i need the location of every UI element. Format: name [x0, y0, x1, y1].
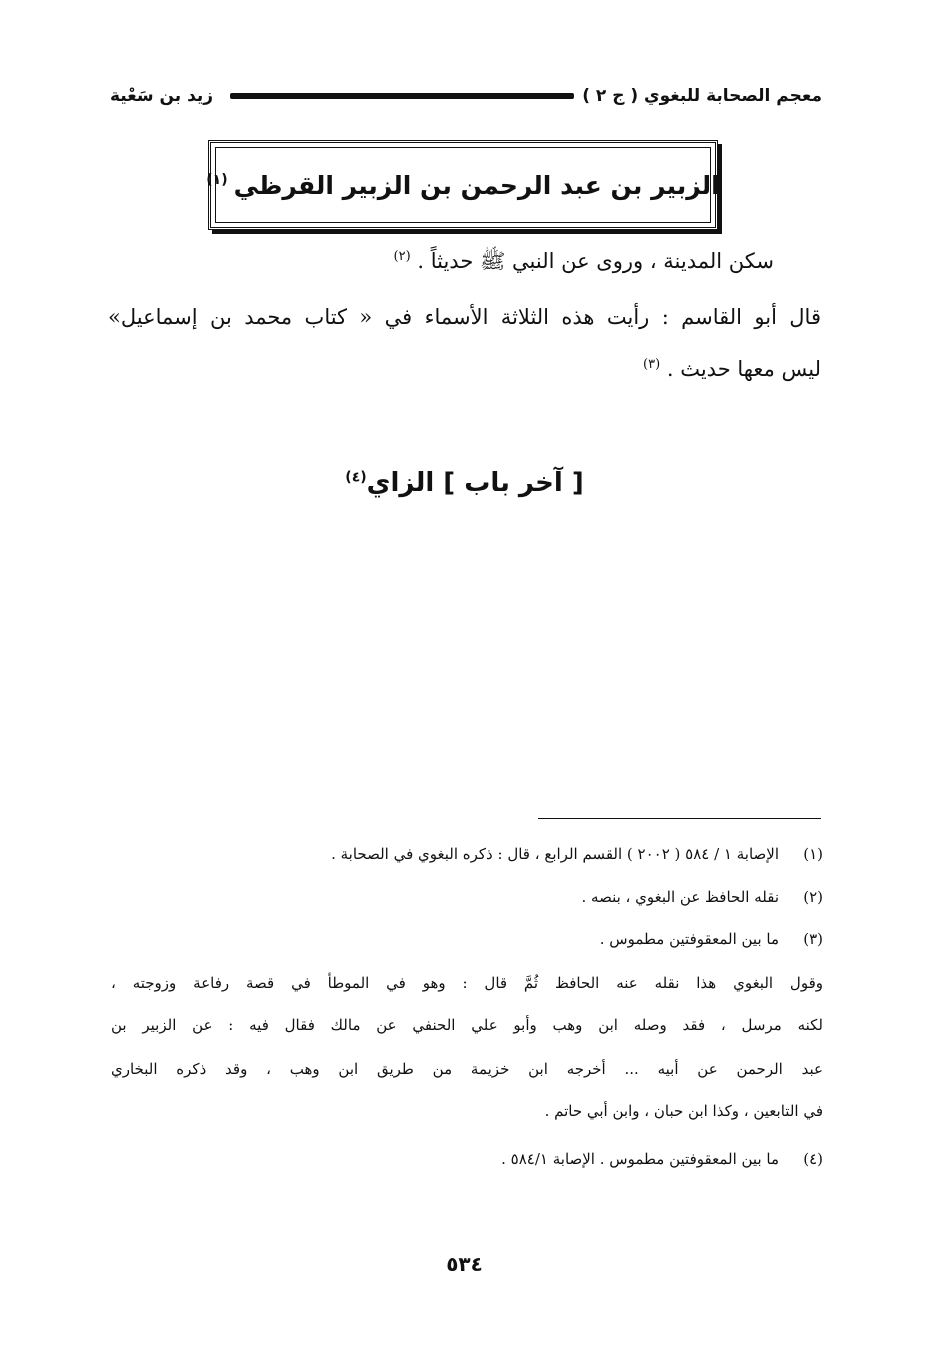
- entry-title-ref: (١): [206, 172, 228, 189]
- footnote-number: (٣): [803, 930, 823, 948]
- section-end-heading: [0, 468, 929, 498]
- book-title: معجم الصحابة للبغوي ( ج ٢ ): [582, 86, 822, 106]
- footnote-text: الإصابة ١ / ٥٨٤ ( ٢٠٠٢ ) القسم الرابع ، قال : ذكره البغوي في الصحابة .: [331, 845, 779, 863]
- section-title: زيد بن سَعْية: [110, 86, 214, 106]
- header-rule: [230, 93, 574, 99]
- footnote-number: (٤): [803, 1150, 823, 1168]
- footnote-text: نقله الحافظ عن البغوي ، بنصه .: [581, 888, 779, 906]
- footnote-4: [501, 1150, 823, 1168]
- body-line-1-text: سكن المدينة ، وروى عن النبي ﷺ حديثاً .: [417, 249, 774, 273]
- footnote-number: (٢): [803, 888, 823, 906]
- body-line-2: قال أبو القاسم : رأيت هذه الثلاثة الأسماء في « كتاب محمد بن إسماعيل»: [108, 305, 821, 329]
- footnote-text: ما بين المعقوفتين مطموس .: [599, 930, 779, 948]
- footnote-divider: [538, 818, 821, 819]
- body-line-3-text: ليس معها حديث .: [666, 357, 821, 381]
- entry-title: [206, 171, 720, 200]
- entry-title-text: الزبير بن عبد الرحمن بن الزبير القرظي: [233, 170, 720, 200]
- footnote-ref-4: (٤): [345, 469, 367, 486]
- footnote-ref-3: (٣): [643, 357, 661, 372]
- page-header: [110, 82, 822, 112]
- footnote-text: ما بين المعقوفتين مطموس . الإصابة ٥٨٤/١ .: [501, 1150, 779, 1168]
- entry-title-frame: [206, 147, 720, 223]
- page-number: ٥٣٤: [446, 1252, 483, 1276]
- body-line-3: [643, 357, 821, 381]
- footnote-3-continuation-line: في التابعين ، وكذا ابن حبان ، وابن أبي حاتم .: [544, 1102, 823, 1120]
- section-end-text: [ آخر باب ] الزاي: [366, 468, 584, 498]
- footnote-number: (١): [803, 845, 823, 863]
- footnote-3: [600, 930, 823, 948]
- footnote-1: [331, 845, 823, 863]
- footnote-3-continuation-line: عبد الرحمن عن أبيه ... أخرجه ابن خزيمة من طريق ابن وهب ، وقد ذكره البخاري: [111, 1060, 823, 1078]
- footnote-3-continuation-line: لكنه مرسل ، فقد وصله ابن وهب وأبو علي الحنفي عن مالك فقال فيه : عن الزبير بن: [111, 1016, 823, 1034]
- footnote-ref-2: (٢): [393, 249, 411, 264]
- footnote-3-continuation-line: وقول البغوي هذا نقله عنه الحافظ ثُمَّ قال : وهو في الموطأ في قصة رفاعة وزوجته ،: [111, 974, 823, 992]
- body-line-1: [394, 248, 774, 279]
- entry-title-box: [208, 140, 718, 230]
- footnote-2: [582, 888, 824, 906]
